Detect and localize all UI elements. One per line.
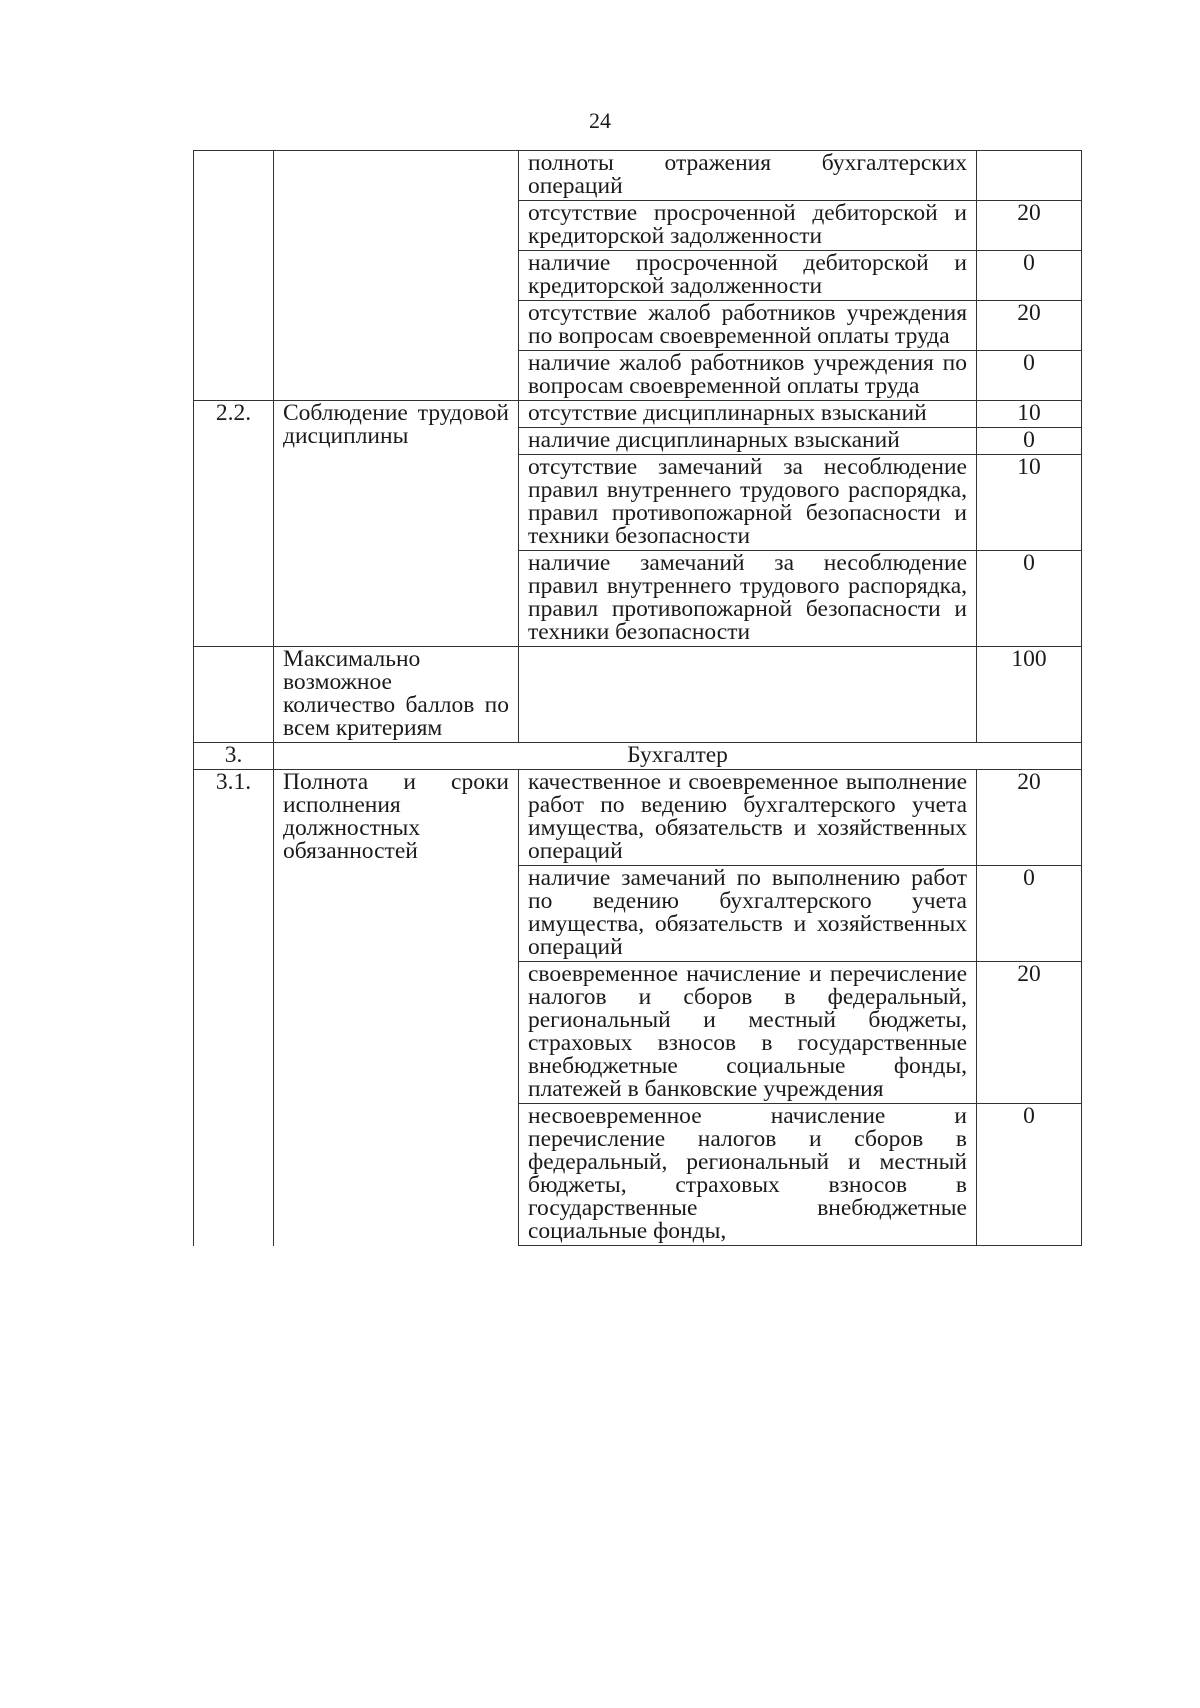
page-number: 24: [589, 108, 611, 133]
indicator-cell: [519, 647, 977, 743]
indicator-cell: своевременное начисление и перечисление налогов и сборов в федеральный, региональный и местный бюджеты, страховых взносов в государственные внебюджетные социальные фонды, платежей в банковские учреждения: [519, 962, 977, 1104]
total-row: [194, 647, 1082, 743]
indicator-cell: отсутствие замечаний за несоблюдение правил внутреннего трудового распорядка, правил противопожарной безопасности и техники безопасности: [519, 455, 977, 551]
points-cell: 20: [977, 301, 1082, 351]
indicator-cell: отсутствие жалоб работников учреждения по вопросам своевременной оплаты труда: [519, 301, 977, 351]
row-number-cell: 2.2.: [194, 401, 274, 647]
indicator-cell: отсутствие просроченной дебиторской и кредиторской задолженности: [519, 201, 977, 251]
indicator-cell: качественное и своевременное выполнение работ по ведению бухгалтерского учета имущества, обязательств и хозяйственных операций: [519, 770, 977, 866]
section-row: [194, 743, 1082, 770]
points-cell: 0: [977, 351, 1082, 401]
indicator-cell: отсутствие дисциплинарных взысканий: [519, 401, 977, 428]
points-cell: [977, 151, 1082, 201]
points-cell: 0: [977, 428, 1082, 455]
section-number: 3.: [194, 743, 274, 770]
criterion-cell: Соблюдение трудовой дисциплины: [274, 401, 519, 647]
points-cell: 0: [977, 251, 1082, 301]
points-cell: 20: [977, 962, 1082, 1104]
criteria-table: [193, 150, 1082, 1246]
table-row: [194, 401, 1082, 428]
points-cell: 10: [977, 401, 1082, 428]
row-number-cell: 3.1.: [194, 770, 274, 1246]
points-cell: 10: [977, 455, 1082, 551]
points-cell: 0: [977, 866, 1082, 962]
points-cell: 20: [977, 770, 1082, 866]
section-title: Бухгалтер: [274, 743, 1082, 770]
criterion-cell: [274, 151, 519, 401]
points-cell: 0: [977, 551, 1082, 647]
row-number-cell: [194, 647, 274, 743]
row-number-cell: [194, 151, 274, 401]
indicator-cell: наличие замечаний по выполнению работ по ведению бухгалтерского учета имущества, обязательств и хозяйственных операций: [519, 866, 977, 962]
indicator-cell: наличие замечаний за несоблюдение правил внутреннего трудового распорядка, правил противопожарной безопасности и техники безопасности: [519, 551, 977, 647]
points-cell: 0: [977, 1104, 1082, 1246]
table-row: [194, 151, 1082, 201]
indicator-cell: наличие дисциплинарных взысканий: [519, 428, 977, 455]
indicator-cell: полноты отражения бухгалтерских операций: [519, 151, 977, 201]
criterion-cell: Полнота и сроки исполнения должностных обязанностей: [274, 770, 519, 1246]
points-cell: 100: [977, 647, 1082, 743]
criterion-cell: Максимально возможное количество баллов по всем критериям: [274, 647, 519, 743]
indicator-cell: несвоевременное начисление и перечисление налогов и сборов в федеральный, региональный и местный бюджеты, страховых взносов в государственные внебюджетные социальные фонды,: [519, 1104, 977, 1246]
points-cell: 20: [977, 201, 1082, 251]
table-row: [194, 770, 1082, 866]
indicator-cell: наличие просроченной дебиторской и кредиторской задолженности: [519, 251, 977, 301]
indicator-cell: наличие жалоб работников учреждения по вопросам своевременной оплаты труда: [519, 351, 977, 401]
